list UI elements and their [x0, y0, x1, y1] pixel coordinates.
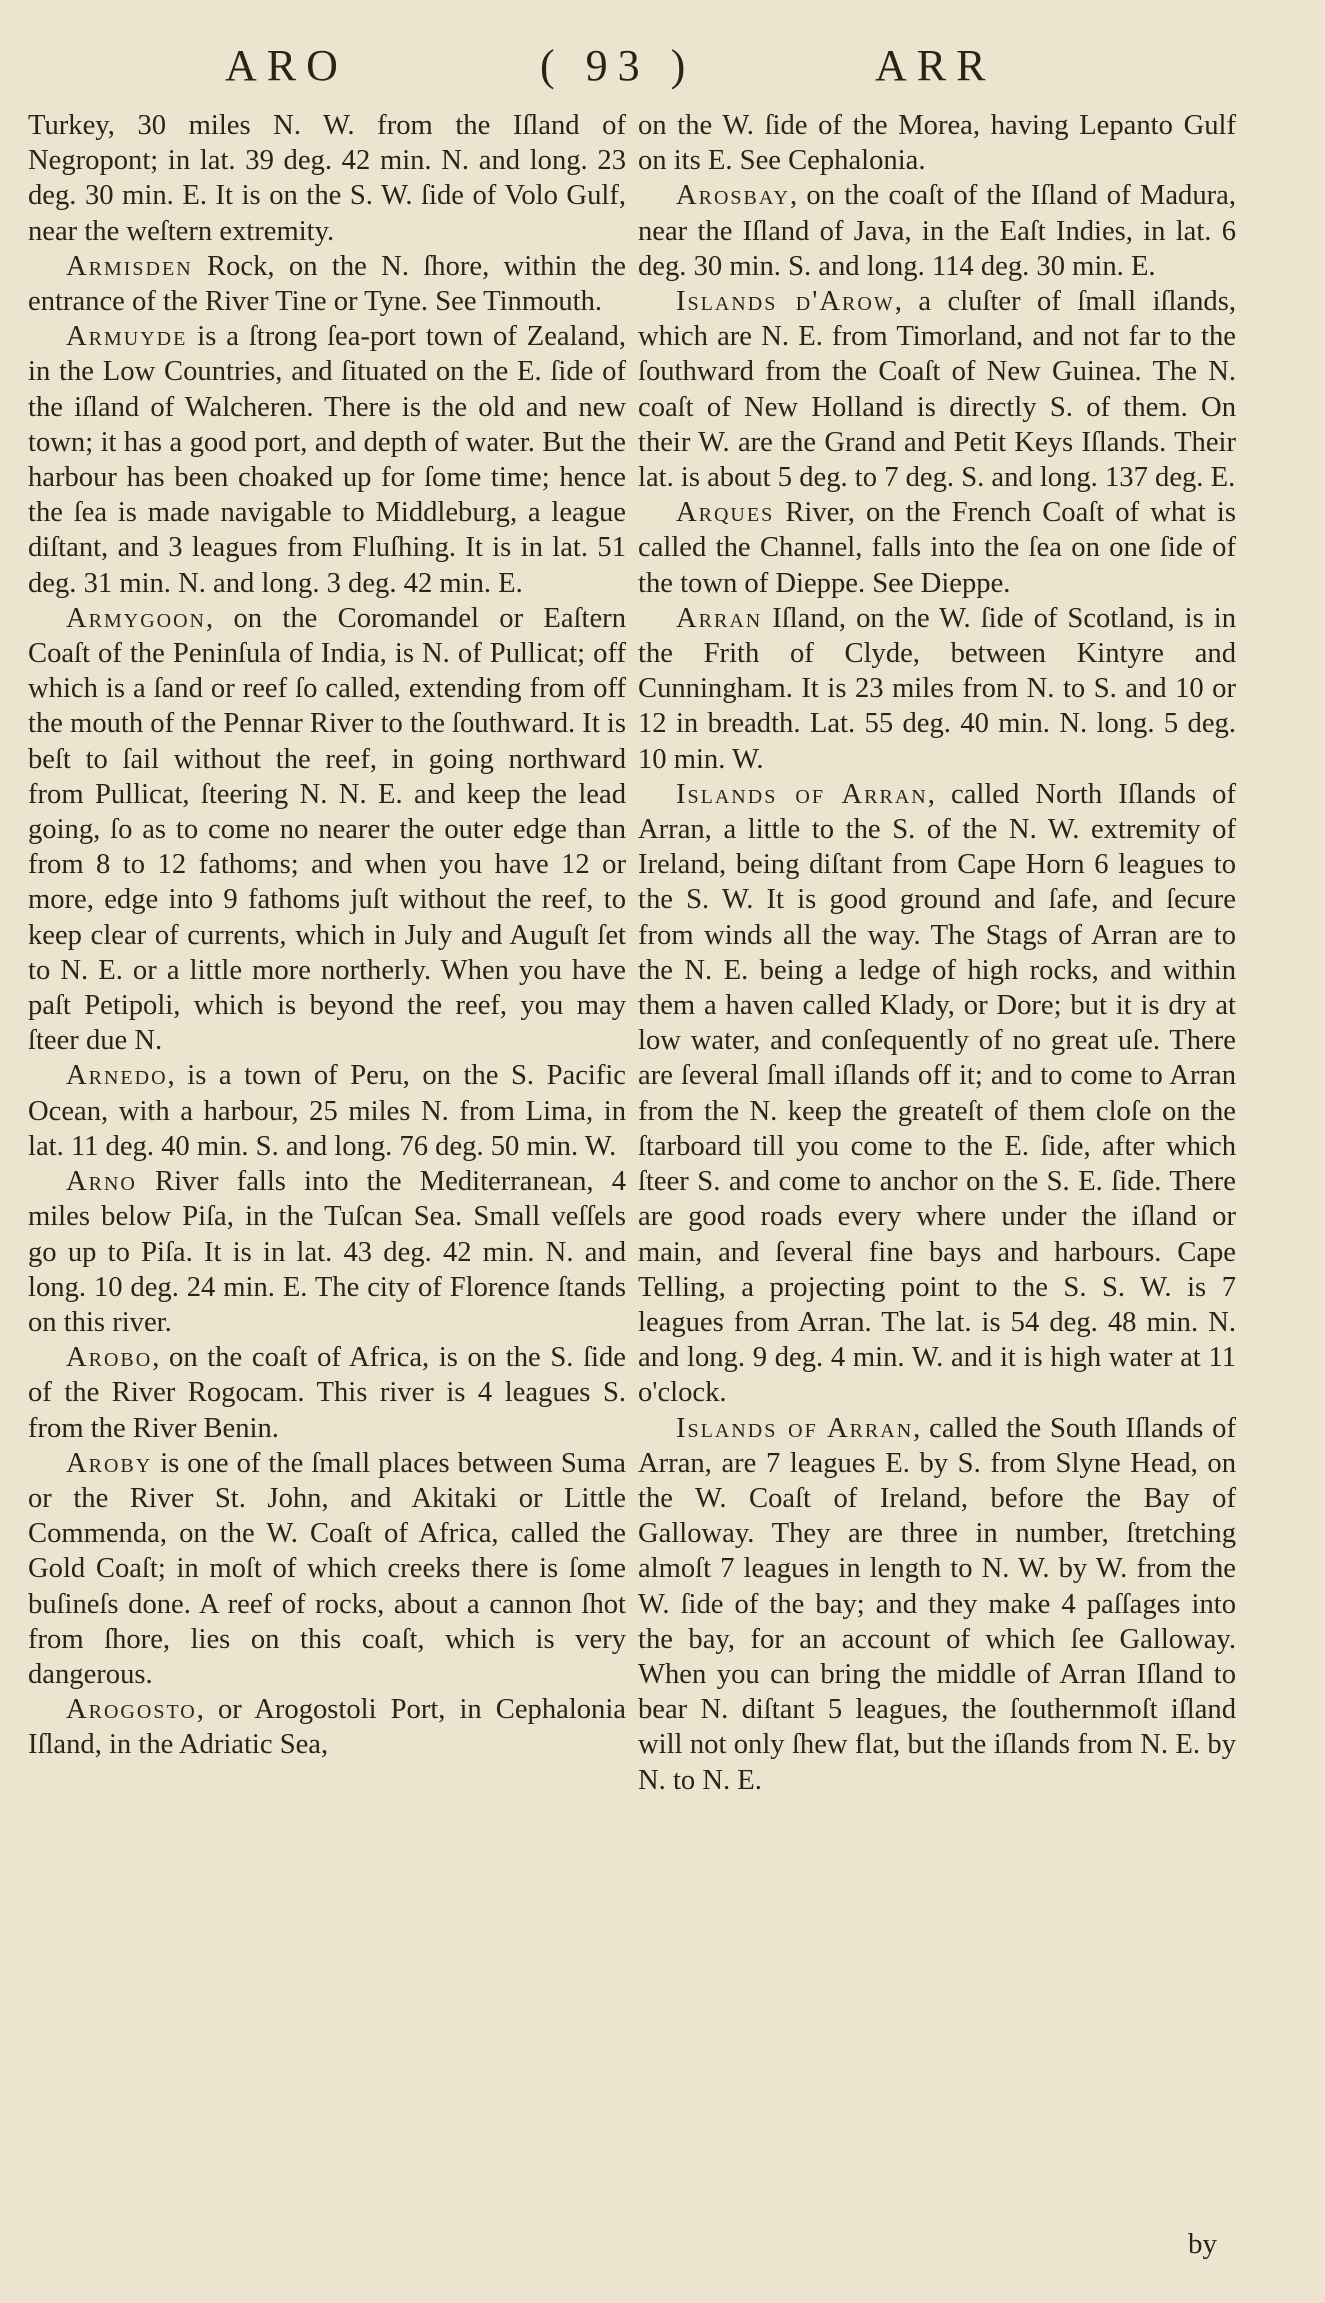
entry — [638, 284, 1236, 495]
entry — [28, 1446, 626, 1692]
entry — [638, 178, 1236, 284]
entry — [28, 108, 626, 249]
entry — [638, 601, 1236, 777]
entry-text: is a ſtrong ſea-port town of Zealand, in the Low Countries, and ſituated on the E. ſide of the iſland of Walcheren. There is the old and new town; it has a good port, and depth of water. But the harbour has been choaked up for ſome time; hence the ſea is made navigable to Middleburg, a league diſtant, and 3 leagues from Fluſhing. It is in lat. 51 deg. 31 min. N. and long. 3 deg. 42 min. E. — [28, 321, 626, 599]
entry-text: Rock, on the N. ſhore, within the entrance of the River Tine or Tyne. See Tinmouth. — [28, 250, 626, 318]
entry-text: on the W. ſide of the Morea, having Lepanto Gulf on its E. See Cephalonia. — [638, 110, 1236, 177]
entry-headword: Armisden — [66, 250, 193, 282]
entry-text: , a cluſter of ſmall iſlands, which are N. E. from Timorland, and not far to the ſouthward from the Coaſt of New Guinea. The N. coaſt of New Holland is directly S. of them. On their W. are the Grand and Petit Keys Iſlands. Their lat. is about 5 deg. to 7 deg. S. and long. 137 deg. E. — [638, 286, 1236, 494]
entry — [28, 1164, 626, 1340]
entry — [28, 1692, 626, 1762]
entry-text: Turkey, 30 miles N. W. from the Iſland of Negropont; in lat. 39 deg. 42 min. N. and long. 23 deg. 30 min. E. It is on the S. W. ſide of Volo Gulf, near the weſtern extremity. — [28, 110, 626, 247]
entry — [638, 108, 1236, 178]
entry-text: , on the coaſt of the Iſland of Madura, near the Iſland of Java, in the Eaſt Indies, in lat. 6 deg. 30 min. S. and long. 114 deg. 30 min. E. — [638, 180, 1236, 282]
catchword: by — [1188, 2228, 1217, 2260]
entry-text: River, on the French Coaſt of what is called the Channel, falls into the ſea on one ſide of the town of Dieppe. See Dieppe. — [638, 497, 1236, 599]
entry — [28, 1058, 626, 1164]
entry-headword: Arran — [676, 602, 763, 634]
entry — [28, 601, 626, 1059]
running-header — [0, 41, 1325, 114]
entry — [28, 1340, 626, 1446]
page-number: ( 93 ) — [540, 41, 696, 90]
entry-headword: Armuyde — [66, 321, 188, 353]
entry-headword: Arobo — [66, 1342, 153, 1374]
entry-text: River falls into the Mediterranean, 4 miles below Piſa, in the Tuſcan Sea. Small veſſels go up to Piſa. It is in lat. 43 deg. 42 min. N. and long. 10 deg. 24 min. E. The city of Florence ſtands on this river. — [28, 1166, 626, 1338]
entry — [28, 249, 626, 319]
entry — [638, 1411, 1236, 1798]
right-column — [638, 108, 1236, 1798]
entry-text: Iſland, on the W. ſide of Scotland, is in the Frith of Clyde, between Kintyre and Cunningham. It is 23 miles from N. to S. and 10 or 12 in breadth. Lat. 55 deg. 40 min. N. long. 5 deg. 10 min. W. — [638, 602, 1236, 775]
entry — [28, 319, 626, 601]
entry-headword: Aroby — [66, 1447, 153, 1479]
left-column — [28, 108, 626, 1763]
entry-text: , called the South Iſlands of Arran, are 7 leagues E. by S. from Slyne Head, on the W. Coaſt of Ireland, before the Bay of Galloway. They are three in number, ſtretching almoſt 7 leagues in length to N. W. by W. from the W. ſide of the bay; and they make 4 paſſages into the bay, for an account of which ſee Galloway. When you can bring the middle of Arran Iſland to bear N. diſtant 5 leagues, the ſouthernmoſt iſland will not only ſhew flat, but the iſlands from N. E. by N. to N. E. — [638, 1412, 1236, 1796]
entry — [638, 495, 1236, 601]
header-right-guideword: ARR — [875, 41, 996, 90]
entry-text: is one of the ſmall places between Suma or the River St. John, and Akitaki or Little Commenda, on the W. Coaſt of Africa, called the Gold Coaſt; in moſt of which creeks there is ſome buſineſs done. A reef of rocks, about a cannon ſhot from ſhore, lies on this coaſt, which is very dangerous. — [28, 1447, 626, 1690]
entry-text: , called North Iſlands of Arran, a little to the S. of the N. W. extremity of Ireland, being diſtant from Cape Horn 6 leagues to the S. W. It is good ground and ſafe, and ſecure from winds all the way. The Stags of Arran are to the N. E. being a ledge of high rocks, and within them a haven called Klady, or Dore; but it is dry at low water, and conſequently of no great uſe. There are ſeveral ſmall iſlands off it; and to come to Arran from the N. keep the greateſt of them cloſe on the ſtarboard till you come to the E. ſide, after which ſteer S. and come to anchor on the S. E. ſide. There are good roads every where under the iſland or main, and ſeveral fine bays and harbours. Cape Telling, a projecting point to the S. S. W. is 7 leagues from Arran. The lat. is 54 deg. 48 min. N. and long. 9 deg. 4 min. W. and it is high water at 11 o'clock. — [638, 778, 1236, 1409]
entry-headword: Arnedo — [66, 1060, 168, 1092]
entry-headword: Arques — [676, 497, 775, 529]
entry-headword: Arosbay — [676, 180, 790, 212]
entry-headword: Iſlands of Arran — [676, 778, 928, 810]
entry-text: , or Arogostoli Port, in Cephalonia Iſland, in the Adriatic Sea, — [28, 1694, 626, 1761]
entry-text: , on the Coromandel or Eaſtern Coaſt of the Peninſula of India, is N. of Pullicat; off which is a ſand or reef ſo called, extending from off the mouth of the Pennar River to the ſouthward. It is beſt to ſail without the reef, in going northward from Pullicat, ſteering N. N. E. and keep the lead going, ſo as to come no nearer the outer edge than from 8 to 12 fathoms; and when you have 12 or more, edge into 9 fathoms juſt without the reef, to keep clear of currents, which in July and Auguſt ſet to N. E. or a little more northerly. When you have paſt Petipoli, which is beyond the reef, you may ſteer due N. — [28, 602, 626, 1057]
entry-headword: Iſlands d'Arow — [676, 286, 895, 318]
entry-headword: Iſlands of Arran — [676, 1412, 914, 1444]
entry-headword: Arno — [66, 1166, 137, 1198]
entry — [638, 777, 1236, 1411]
entry-headword: Armygoon — [66, 602, 206, 634]
entry-headword: Arogosto — [66, 1694, 197, 1726]
entry-text: , is a town of Peru, on the S. Pacific Ocean, with a harbour, 25 miles N. from Lima, in lat. 11 deg. 40 min. S. and long. 76 deg. 50 min. W. — [28, 1060, 626, 1162]
header-left-guideword: ARO — [225, 41, 348, 90]
entry-text: , on the coaſt of Africa, is on the S. ſide of the River Rogocam. This river is 4 leagues S. from the River Benin. — [28, 1342, 626, 1444]
